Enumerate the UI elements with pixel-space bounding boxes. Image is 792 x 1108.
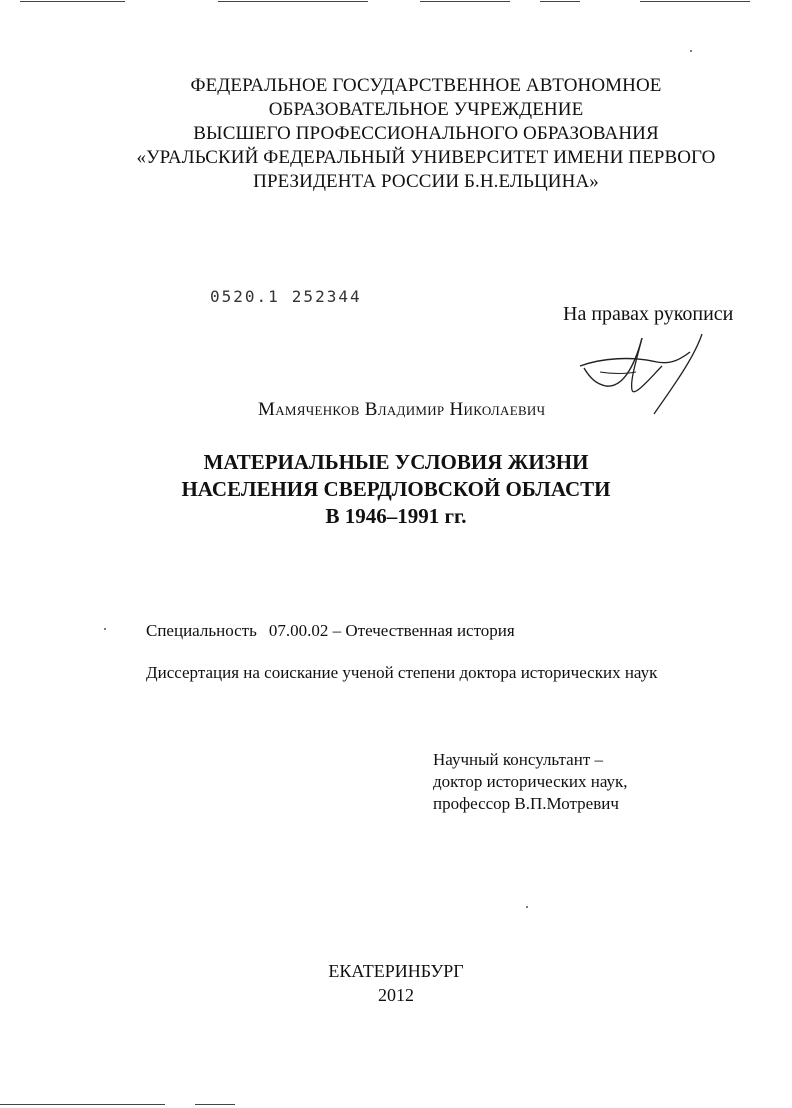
specialty-label: Специальность [146,621,257,640]
signature-icon [572,328,712,418]
scientific-advisor [433,749,628,815]
library-stamp [210,287,374,306]
institution-line: ВЫСШЕГО ПРОФЕССИОНАЛЬНОГО ОБРАЗОВАНИЯ [193,123,659,144]
city: ЕКАТЕРИНБУРГ [328,961,464,981]
place-and-year [296,959,496,1007]
scan-speck [104,628,106,630]
title-line: НАСЕЛЕНИЯ СВЕРДЛОВСКОЙ ОБЛАСТИ [181,477,611,501]
thesis-type: Диссертация на соискание ученой степени доктора исторических наук [146,663,658,682]
scan-edge-top-1 [20,1,125,2]
institution-line: «УРАЛЬСКИЙ ФЕДЕРАЛЬНЫЙ УНИВЕРСИТЕТ ИМЕНИ ПЕРВОГО [136,147,716,168]
stamp-number: 252344 [291,287,362,306]
advisor-line: Научный консультант – [433,750,603,769]
scan-edge-bottom-2 [195,1104,235,1105]
specialty-value: 07.00.02 – Отечественная история [268,621,515,640]
institution-line: ОБРАЗОВАТЕЛЬНОЕ УЧРЕЖДЕНИЕ [268,99,584,120]
rights-note: На правах рукописи [563,303,734,325]
scan-edge-top-4 [540,1,580,2]
year: 2012 [378,985,414,1005]
scan-edge-bottom-1 [0,1104,165,1105]
advisor-line: профессор В.П.Мотревич [433,794,619,813]
institution-line: ФЕДЕРАЛЬНОЕ ГОСУДАРСТВЕННОЕ АВТОНОМНОЕ [190,75,662,96]
scan-speck [690,50,692,52]
institution-name [100,74,752,194]
specialty [146,621,515,641]
institution-line: ПРЕЗИДЕНТА РОССИИ Б.Н.ЕЛЬЦИНА» [253,171,599,192]
stamp-code: 0520.1 [210,287,280,306]
scan-edge-top-5 [640,1,750,2]
advisor-line: доктор исторических наук, [433,772,628,791]
title-line: В 1946–1991 гг. [325,504,467,528]
dissertation-title [160,449,632,530]
scan-edge-top-3 [420,1,510,2]
scan-speck [526,906,528,908]
scan-edge-top-2 [218,1,368,2]
title-line: МАТЕРИАЛЬНЫЕ УСЛОВИЯ ЖИЗНИ [203,450,589,474]
author-name: Мамяченков Владимир Николаевич [258,399,546,420]
